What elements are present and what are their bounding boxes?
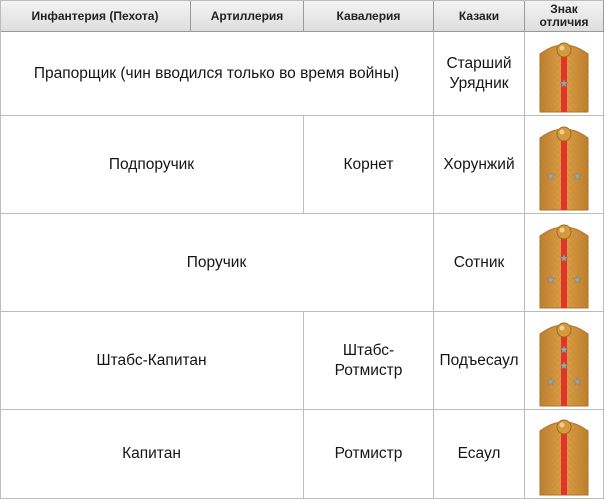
row4-cossacks: Подъесаул — [434, 312, 525, 410]
row2-cossacks: Хорунжий — [434, 116, 525, 214]
shoulder-strap-icon — [534, 216, 594, 310]
row1-cossacks-line1: Старший — [446, 54, 512, 72]
row5-cossacks: Есаул — [434, 410, 525, 499]
row1-insignia — [525, 32, 604, 116]
row1-cossacks-line2: Урядник — [449, 74, 509, 92]
row5-infantry: Капитан — [0, 410, 304, 499]
row3-cossacks: Сотник — [434, 214, 525, 312]
row4-cavalry-line2: Ротмистр — [334, 361, 403, 379]
row4-infantry: Штабс-Капитан — [0, 312, 304, 410]
row5-insignia — [525, 410, 604, 499]
row4-insignia — [525, 312, 604, 410]
header-infantry: Инфантерия (Пехота) — [0, 0, 191, 32]
shoulder-strap-icon — [534, 118, 594, 212]
shoulder-strap-icon — [534, 34, 594, 114]
row4-cavalry — [304, 312, 434, 410]
row3-infantry: Поручик — [0, 214, 434, 312]
row2-cavalry: Корнет — [304, 116, 434, 214]
shoulder-strap-icon — [534, 411, 594, 497]
row2-infantry: Подпоручик — [0, 116, 304, 214]
header-insignia-line1: Знак — [550, 1, 578, 16]
header-insignia-line2: отличия — [539, 14, 589, 29]
row4-cavalry-line1: Штабс- — [342, 341, 395, 359]
row1-cossacks — [434, 32, 525, 116]
header-insignia — [525, 0, 604, 32]
row2-insignia — [525, 116, 604, 214]
shoulder-strap-icon — [534, 314, 594, 408]
header-cavalry: Кавалерия — [304, 0, 434, 32]
row1-infantry: Прапорщик (чин вводился только во время войны) — [0, 32, 434, 116]
header-cossacks: Казаки — [434, 0, 525, 32]
header-artillery: Артиллерия — [191, 0, 304, 32]
row3-insignia — [525, 214, 604, 312]
row5-cavalry: Ротмистр — [304, 410, 434, 499]
